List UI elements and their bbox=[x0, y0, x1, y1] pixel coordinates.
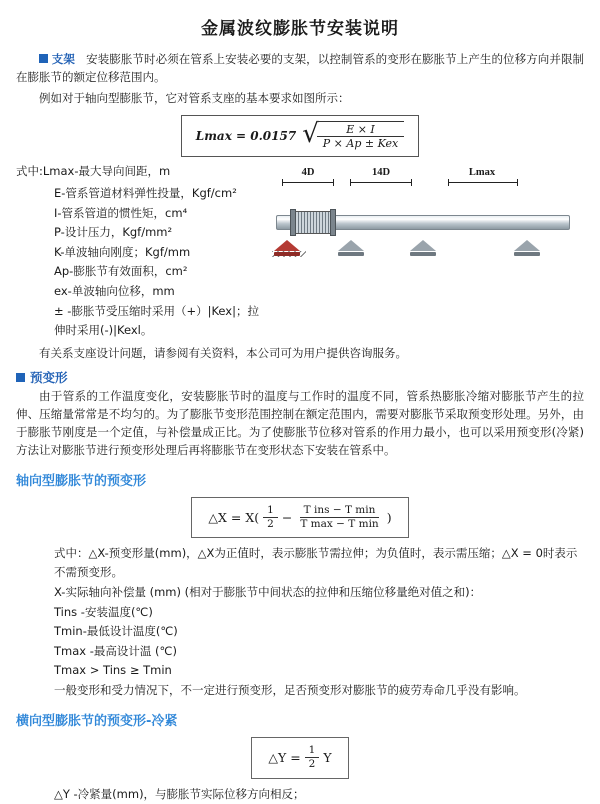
formula-lmax-sqrt bbox=[302, 121, 404, 151]
formula-delta-y bbox=[16, 737, 584, 778]
dimension-line-lmax bbox=[448, 182, 518, 183]
legend-item: Ap-膨胀节有效面积，cm² bbox=[54, 264, 188, 279]
diagram-pipe-assembly bbox=[272, 197, 572, 257]
formula-temp-denominator: T max − T min bbox=[300, 517, 379, 530]
formula-delta-x-half bbox=[263, 504, 278, 531]
legend-item: K-单波轴向刚度；Kgf/mm bbox=[54, 244, 191, 259]
formula-delta-y-rhs: Y bbox=[323, 750, 332, 766]
support-closing-note: 有关系支座设计问题，请参阅有关资料，本公司可为用户提供咨询服务。 bbox=[39, 345, 407, 360]
legend-item: ex-单波轴向位移，mm bbox=[54, 283, 175, 298]
axial-note: 一般变形和受力情况下，不一定进行预变形，足否预变形对膨胀节的疲劳寿命几乎没有影响。 bbox=[54, 682, 526, 697]
formula-lmax-denominator: P × Ap ± Kex bbox=[317, 136, 404, 151]
legend-and-diagram bbox=[16, 163, 584, 340]
formula-delta-y-lhs: △Y = bbox=[268, 750, 301, 766]
support-heading: 支架 bbox=[51, 52, 75, 66]
subsection-lateral-heading: 横向型膨胀节的预变形-冷紧 bbox=[16, 714, 178, 730]
axial-note: Tmax > Tins ≥ Tmin bbox=[54, 663, 172, 678]
formula-delta-x-lhs: △X = X( bbox=[208, 509, 260, 525]
radical-icon: √ bbox=[302, 119, 319, 150]
formula-lmax-fraction bbox=[317, 121, 404, 151]
axial-expansion-joint-support-diagram bbox=[272, 167, 572, 263]
dimension-label-4d: 4D bbox=[301, 167, 315, 179]
guide-support-icon bbox=[338, 240, 364, 257]
legend-item: P-设计压力，Kgf/mm² bbox=[54, 225, 173, 240]
axial-note: 式中：△X-预变形量(mm)，△X为正值时，表示膨胀节需拉伸；为负值时，表示需压缩；△X = 0时表示不需预变形。 bbox=[54, 545, 578, 580]
axial-note: Tmax -最高设计温 (℃) bbox=[54, 643, 177, 658]
legend-item: E-管系管道材料弹性投量，Kgf/cm² bbox=[54, 186, 237, 201]
diagram-dimension-labels bbox=[272, 167, 572, 185]
formula-half-numerator: 1 bbox=[263, 504, 278, 518]
legend-intro: 式中:Lmax-最大导向间距，m bbox=[16, 164, 171, 179]
legend-item: I-管系管道的惯性矩，cm⁴ bbox=[54, 205, 188, 220]
formula-delta-y-box bbox=[251, 737, 348, 778]
axial-note: X-实际轴向补偿量 (mm) (相对于膨胀节中间状态的拉伸和压缩位移量绝对值之和)： bbox=[54, 585, 482, 600]
bellows-icon bbox=[294, 211, 332, 234]
axial-note: Tmin-最低设计温度(℃) bbox=[54, 624, 178, 639]
formula-temp-numerator: T ins − T min bbox=[300, 504, 380, 518]
page-title: 金属波纹膨胀节安装说明 bbox=[201, 19, 399, 39]
formula-delta-x-rhs: ) bbox=[386, 509, 392, 525]
blue-square-icon bbox=[16, 373, 25, 382]
section-support bbox=[0, 51, 600, 804]
formula-half-denominator: 2 bbox=[267, 517, 274, 530]
lateral-note: △Y -冷紧量(mm)，与膨胀节实际位移方向相反； bbox=[54, 786, 305, 801]
formula-delta-x-box bbox=[191, 497, 408, 538]
axial-notes-list bbox=[16, 544, 584, 700]
support-paragraph-2: 例如对于轴向型膨胀节，它对管系支座的基本要求如图所示： bbox=[39, 90, 350, 105]
guide-support-icon bbox=[410, 240, 436, 257]
legend-list bbox=[16, 184, 266, 340]
dimension-label-14d: 14D bbox=[371, 167, 391, 179]
formula-delta-y-denominator: 2 bbox=[308, 758, 316, 771]
diagram-column bbox=[272, 163, 584, 263]
guide-support-icon bbox=[514, 240, 540, 257]
support-text-1: 安装膨胀节时必须在管系上安装必要的支架，以控制管系的变形在膨胀节上产生的位移方向并限制在膨胀节的额定位移范围内。 bbox=[16, 52, 585, 84]
formula-delta-x bbox=[16, 497, 584, 538]
flange-icon bbox=[330, 209, 336, 236]
legend-column bbox=[16, 163, 266, 340]
anchor-support-icon bbox=[274, 240, 300, 257]
section-predeform-heading bbox=[16, 368, 584, 386]
subsection-axial-heading: 轴向型膨胀节的预变形 bbox=[16, 473, 147, 489]
lateral-notes-list bbox=[16, 785, 584, 804]
legend-item: ± -膨胀节受压缩时采用（+）|Kex|；拉伸时采用(-)|Kexl。 bbox=[54, 303, 259, 338]
formula-lmax-lhs: Lmax = 0.0157 bbox=[195, 129, 297, 144]
axial-note: Tins -安装温度(℃) bbox=[54, 604, 153, 619]
formula-lmax-box bbox=[181, 115, 419, 157]
dimension-line-14d bbox=[350, 182, 412, 183]
document-page bbox=[0, 14, 600, 801]
blue-square-icon bbox=[39, 54, 48, 63]
formula-delta-y-numerator: 1 bbox=[305, 744, 320, 758]
predeform-heading-text: 预变形 bbox=[30, 370, 68, 386]
formula-lmax bbox=[16, 115, 584, 157]
flange-icon bbox=[290, 209, 296, 236]
formula-temperature-ratio bbox=[296, 504, 382, 531]
dimension-line-4d bbox=[282, 182, 334, 183]
predeform-paragraph: 由于管系的工作温度变化，安装膨胀节时的温度与工作时的温度不同，管系热膨胀冷缩对膨胀节产生的拉伸、压缩量常常是不均匀的。为了膨胀节变形范围控制在额定范围内，需要对膨胀节采取预变形处理。另外，由于膨胀节刚度是一个定值，与补偿量成正比。为了使膨胀节位移对管系的作用力最小，也可以采用预变形(冷紧)方法让对膨胀节进行预变形处理后再将膨胀节在变形状态下安装在管系中。 bbox=[16, 389, 584, 457]
dimension-label-lmax: Lmax bbox=[468, 167, 496, 179]
formula-delta-y-half bbox=[305, 744, 320, 771]
support-paragraph-1 bbox=[16, 51, 584, 87]
formula-lmax-numerator: E × I bbox=[346, 123, 375, 137]
formula-minus-sign: − bbox=[281, 509, 293, 525]
